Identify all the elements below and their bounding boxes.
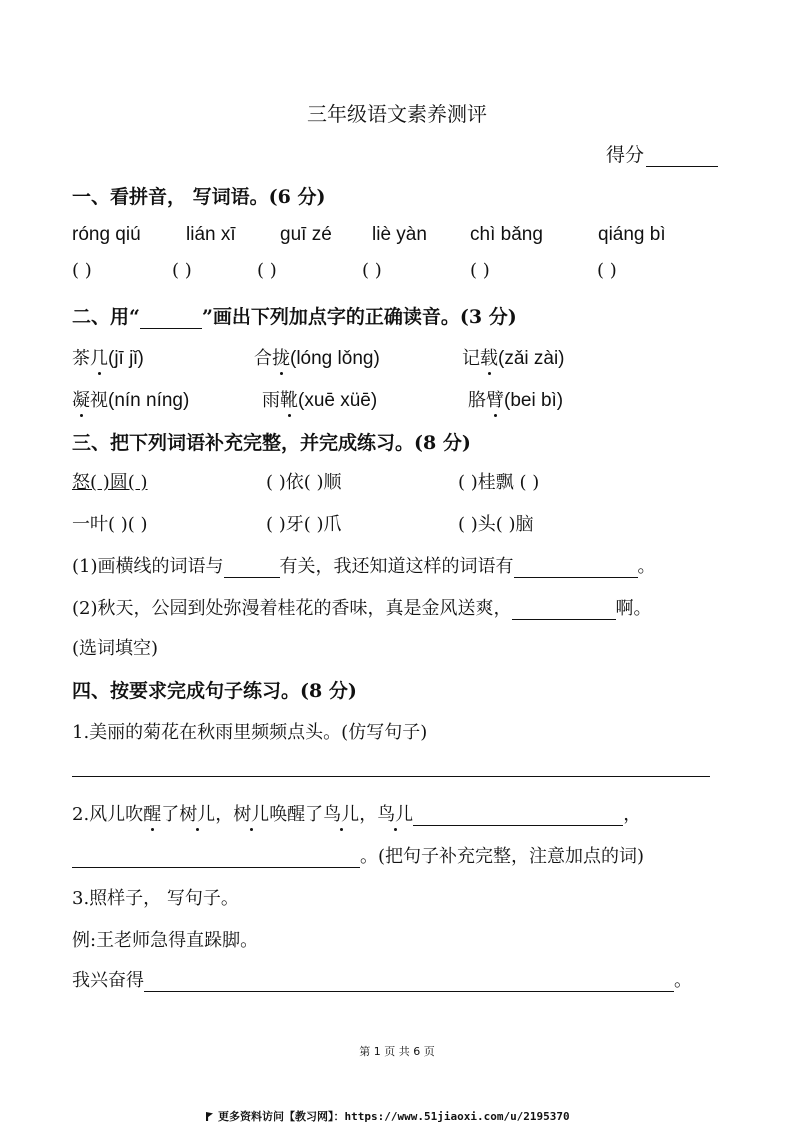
- q-text: 。: [637, 556, 656, 577]
- answer-blank[interactable]: [413, 807, 623, 826]
- q-text: 了: [161, 804, 180, 825]
- q-text: ，: [359, 804, 378, 825]
- idiom-6[interactable]: ( )头( )脑: [458, 514, 534, 535]
- section1-heading: 一、看拼音， 写词语。(6 分): [72, 186, 326, 208]
- dotted-char: 靴: [280, 386, 298, 412]
- q-text: ，: [623, 804, 642, 825]
- idiom-3[interactable]: ( )桂飘 ( ): [458, 472, 540, 493]
- pinyin-5: chì bǎng: [470, 224, 543, 245]
- section2-heading: [72, 302, 517, 329]
- reading-item-4[interactable]: [72, 386, 189, 412]
- reading-options: (bei bì): [504, 390, 564, 411]
- dotted-char: 鸟儿: [323, 800, 359, 826]
- page-title: 三年级语文素养测评: [307, 102, 487, 126]
- idiom-5[interactable]: ( )牙( )爪: [266, 514, 342, 535]
- reading-item-2[interactable]: [254, 344, 380, 370]
- question-3-2-note: (选词填空): [72, 638, 159, 659]
- reading-options: (nín níng): [108, 390, 190, 411]
- answer-blank[interactable]: [72, 849, 360, 868]
- word-part: 胳: [468, 390, 486, 411]
- dotted-char: 树儿: [179, 800, 215, 826]
- score-label: 得分: [606, 144, 645, 166]
- answer-blank[interactable]: [514, 559, 638, 578]
- reading-options: (jī jǐ): [108, 348, 144, 369]
- answer-box-6[interactable]: ( ): [597, 260, 617, 281]
- word-part: 茶: [72, 348, 90, 369]
- answer-box-4[interactable]: ( ): [362, 260, 382, 281]
- flag-icon: [206, 1112, 213, 1121]
- reading-options: (lóng lǒng): [290, 348, 380, 369]
- pinyin-6: qiáng bì: [598, 224, 666, 245]
- dotted-char: 醒: [143, 800, 161, 826]
- answer-blank[interactable]: [224, 559, 280, 578]
- word-part: 视: [90, 390, 108, 411]
- answer-box-2[interactable]: ( ): [172, 260, 192, 281]
- q-text: ，: [215, 804, 234, 825]
- answer-line[interactable]: [72, 776, 710, 777]
- resource-link-text: 更多资料访问【教习网】：https://www.51jiaoxi.com/u/2195370: [218, 1110, 570, 1123]
- word-part: 记: [462, 348, 480, 369]
- section2-heading-pre: 二、用“: [72, 306, 140, 328]
- dotted-char: 几: [90, 344, 108, 370]
- section2-heading-post: ”画出下列加点字的正确读音。(3 分): [201, 306, 517, 328]
- reading-item-3[interactable]: [462, 344, 565, 370]
- q-text: 我兴奋得: [72, 970, 144, 991]
- page-number: 第 1 页 共 6 页: [359, 1045, 435, 1058]
- reading-item-1[interactable]: [72, 344, 144, 370]
- word-part: 雨: [262, 390, 280, 411]
- section4-heading: 四、按要求完成句子练习。(8 分): [72, 680, 357, 702]
- dotted-char: 拢: [272, 344, 290, 370]
- reading-options: (zǎi zài): [498, 348, 565, 369]
- answer-blank[interactable]: [512, 601, 616, 620]
- pinyin-3: guī zé: [280, 224, 332, 245]
- q-text: 。(把句子补充完整，注意加点的词): [360, 846, 645, 867]
- dotted-char: 凝: [72, 386, 90, 412]
- word-part: 合: [254, 348, 272, 369]
- example-sentence: 例:王老师急得直跺脚。: [72, 930, 259, 951]
- question-3-2: [72, 594, 652, 620]
- answer-box-5[interactable]: ( ): [470, 260, 490, 281]
- q-text: (1)画横线的词语与: [72, 556, 224, 577]
- q-text: 啊。: [615, 598, 652, 619]
- pinyin-2: lián xī: [186, 224, 236, 245]
- underline-sample: [140, 310, 202, 329]
- score-field: [606, 140, 718, 167]
- question-3-1: [72, 552, 656, 578]
- resource-link[interactable]: [206, 1108, 570, 1124]
- pinyin-4: liè yàn: [372, 224, 427, 245]
- q-text: 2.风儿吹: [72, 804, 144, 825]
- answer-blank[interactable]: [144, 973, 674, 992]
- question-4-3-answer: [72, 966, 692, 992]
- question-4-1: 1.美丽的菊花在秋雨里频频点头。(仿写句子): [72, 722, 428, 743]
- dotted-char: 臂: [486, 386, 504, 412]
- reading-item-6[interactable]: [468, 386, 563, 412]
- q-text: 。: [674, 970, 692, 991]
- q-text: (2)秋天，公园到处弥漫着桂花的香味，真是金风送爽，: [72, 598, 512, 619]
- answer-box-3[interactable]: ( ): [257, 260, 277, 281]
- dotted-char: 鸟儿: [377, 800, 413, 826]
- q-text: 有关，我还知道这样的词语有: [279, 556, 514, 577]
- q-text: 唤醒了: [269, 804, 324, 825]
- reading-options: (xuē xüē): [298, 390, 378, 411]
- idiom-2[interactable]: ( )依( )顺: [266, 472, 342, 493]
- section3-heading: 三、把下列词语补充完整，并完成练习。(8 分): [72, 432, 471, 454]
- answer-box-1[interactable]: ( ): [72, 260, 92, 281]
- reading-item-5[interactable]: [262, 386, 377, 412]
- dotted-char: 载: [480, 344, 498, 370]
- question-4-2-cont: [72, 842, 644, 868]
- score-blank[interactable]: [646, 146, 718, 167]
- dotted-char: 树儿: [233, 800, 269, 826]
- idiom-underlined[interactable]: 怒( )圆( ): [72, 472, 148, 493]
- question-4-3: 3.照样子， 写句子。: [72, 888, 239, 909]
- pinyin-1: róng qiú: [72, 224, 141, 245]
- idiom-4[interactable]: 一叶( )( ): [72, 514, 148, 535]
- question-4-2: [72, 800, 641, 826]
